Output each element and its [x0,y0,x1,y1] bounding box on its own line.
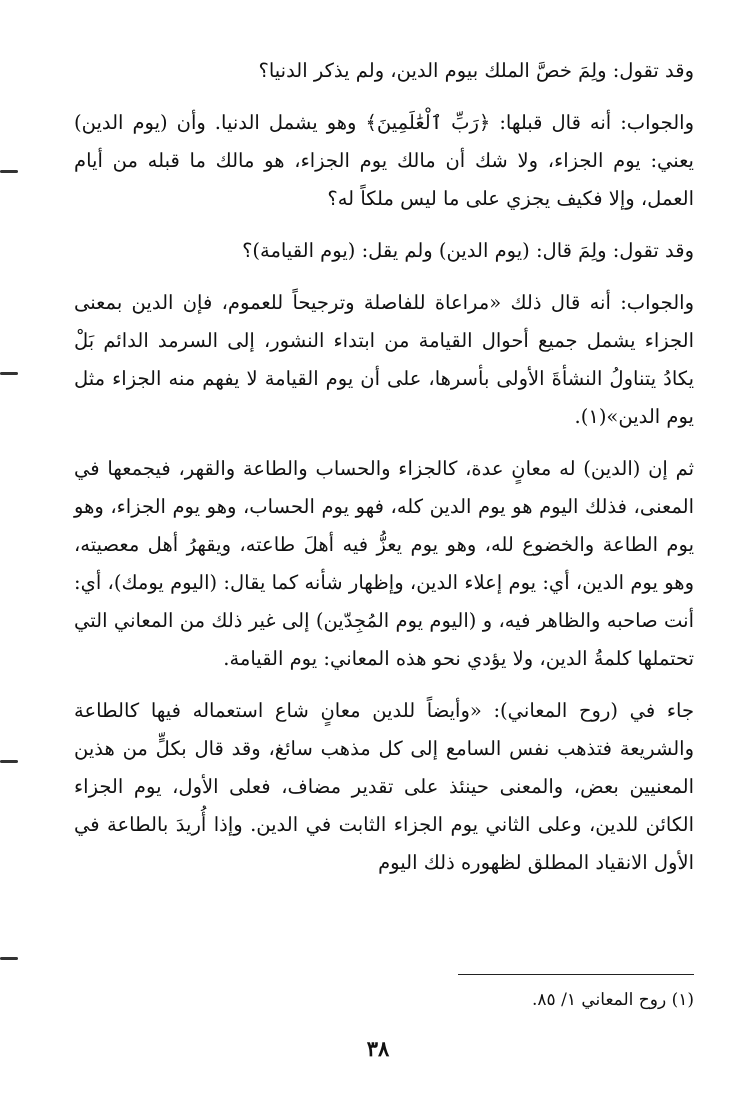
paragraph-1: وقد تقول: ولِمَ خصَّ الملك بيوم الدين، ولم يذكر الدنيا؟ [258,59,694,82]
paragraph-3: وقد تقول: ولِمَ قال: (يوم الدين) ولم يقل: (يوم القيامة)؟ [242,239,694,262]
paragraph-5: ثم إن (الدين) له معانٍ عدة، كالجزاء والحساب والطاعة والقهر، فيجمعها في المعنى، فذلك اليوم هو يوم الدين كله، فهو يوم الحساب، وهو يوم الجزاء، وهو يوم الطاعة والخضوع لله، وهو يوم يعزُّ فيه أهلَ طاعته، ويقهرُ أهل معصيته، وهو يوم الدين، أي: يوم إعلاء الدين، وإظهار شأنه كما يقال: (اليوم يومك)، أي: أنت صاحبه والظاهر فيه، و (اليوم يوم المُجِدّين) إلى غير ذلك من المعاني التي تحتملها كلمةُ الدين، ولا يؤدي نحو هذه المعاني: يوم القيامة. [74,457,694,670]
binding-mark [0,372,18,375]
footnote-rule [458,974,694,975]
page-number: ٣٨ [366,1036,390,1061]
binding-mark [0,957,18,960]
binding-mark [0,170,18,173]
paragraph-4: والجواب: أنه قال ذلك «مراعاة للفاصلة وترجيحاً للعموم، فإن الدين بمعنى الجزاء يشمل جميع أحوال القيامة من ابتداء النشور، إلى السرمد الدائم بَلْ يكادُ يتناولُ النشأةَ الأولى بأسرها، على أن يوم القيامة لا يفهم منه الجزاء مثل يوم الدين»(١). [74,291,694,428]
paragraph-2: والجواب: أنه قال قبلها: ﴿رَبِّ ٱلْعَٰلَمِينَ﴾ وهو يشمل الدنيا. وأن (يوم الدين) يعني: يوم الجزاء، ولا شك أن مالك يوم الجزاء، هو مالك ما قبله من أيام العمل، وإلا فكيف يجزي على ما ليس ملكاً له؟ [74,111,694,210]
footnote: (١) روح المعاني ١/ ٨٥. [532,990,694,1010]
paragraph-6: جاء في (روح المعاني): «وأيضاً للدين معانٍ شاع استعماله فيها كالطاعة والشريعة فتذهب نفس السامع إلى كل مذهب سائغ، وقد قال بكلٍّ من هذين المعنيين بعض، والمعنى حينئذ على تقدير مضاف، فعلى الأول، يوم الجزاء الكائن للدين، وعلى الثاني يوم الجزاء الثابت في الدين. وإذا أُريدَ بالطاعة في الأول الانقياد المطلق لظهوره ذلك اليوم [74,699,694,874]
page-body [74,52,694,896]
binding-mark [0,760,18,763]
